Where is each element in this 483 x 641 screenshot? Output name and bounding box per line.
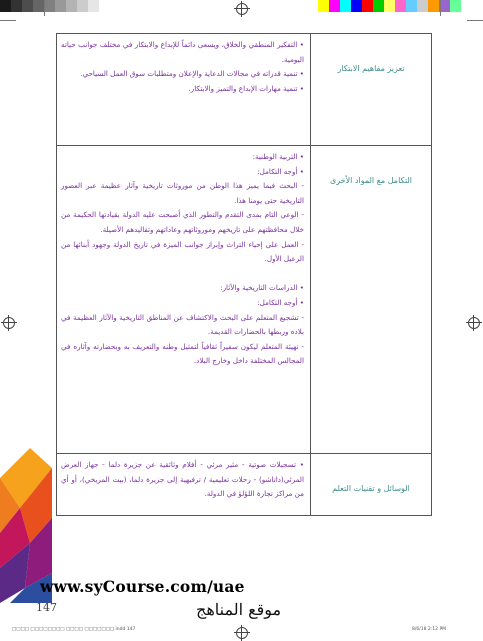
- content-line: - البحث فيما يميز هذا الوطن من موروثات تاريخية وآثار عظيمة عبر العصور التاريخية حتى يومنا هذا.: [61, 181, 304, 205]
- row-label: تعزيز مفاهيم الابتكار: [311, 34, 432, 146]
- grayscale-color-bar: [0, 0, 110, 12]
- content-line: - تشجيع المتعلم على البحث والاكتشاف عن المناطق التاريخية والآثار العظيمة في بلاده وربطها بالحضارات القديمة.: [61, 312, 304, 337]
- color-swatch: [88, 0, 99, 12]
- color-swatch: [373, 0, 384, 12]
- color-swatch: [395, 0, 406, 12]
- content-line: • أوجه التكامل:: [257, 166, 304, 176]
- curriculum-table: [56, 33, 432, 516]
- registration-mark-icon: [236, 3, 248, 15]
- color-swatch: [77, 0, 88, 12]
- color-swatch: [340, 0, 351, 12]
- color-swatch: [351, 0, 362, 12]
- row-content: [57, 34, 311, 146]
- row-label: التكامل مع المواد الأخرى: [311, 146, 432, 454]
- color-swatch: [417, 0, 428, 12]
- color-swatch: [428, 0, 439, 12]
- color-swatch: [22, 0, 33, 12]
- site-name: موقع المناهج: [196, 600, 282, 619]
- content-line: [61, 267, 304, 282]
- color-swatch: [406, 0, 417, 12]
- content-line: - الوعي التام بمدى التقدم والتطور الذي أصبحت عليه الدولة بقيادتها الحكيمة من خلال محافظتهم على تاريخهم وموروثاتهم وعاداتهم وتقاليدهم الأصيلة.: [61, 210, 304, 234]
- crop-mark: [467, 20, 483, 21]
- registration-mark-icon: [468, 317, 480, 329]
- color-swatch: [0, 0, 11, 12]
- color-swatch: [55, 0, 66, 12]
- content-line: • أوجه التكامل:: [257, 297, 304, 307]
- row-content: [57, 454, 311, 516]
- content-line: • تنمية قدراته في مجالات الدعاية والإعلان ومتطلبات سوق العمل السياحي.: [80, 69, 304, 79]
- print-slug: □□□□ □□□□□□□□ □□□□ □□□□□□□.indd 147: [12, 627, 136, 632]
- content-line: • تسجيلات صوتية - مثير مرئي - أفلام وثائقية عن جزيرة دلما - جهاز العرض المرئي(داتاشو) - رحلات تعليمية / ترفيهية إلى جزيرة دلما، (بيت المريخي)، أو أي من مراكز تجارة اللؤلؤ في الدولة.: [61, 460, 304, 499]
- print-date-stamp: 8/6/18 2:12 PM: [412, 627, 447, 632]
- content-line: - تهيئة المتعلم ليكون سفيراً ثقافياً لتمثيل وطنه والتعريف به وبحضارته وآثاره في المجالس المختلفة داخل وخارج البلاد.: [61, 341, 304, 366]
- process-color-bar: [318, 0, 472, 12]
- content-line: • التفكير المنطقي والخلاق، ويسعى دائماً للإبداع والابتكار في مختلف جوانب حياته اليومية.: [61, 40, 304, 64]
- content-line: • الدراسات التاريخية والآثار:: [220, 283, 304, 293]
- color-swatch: [461, 0, 472, 12]
- table-row: [57, 454, 432, 516]
- crop-mark: [0, 20, 16, 21]
- color-swatch: [66, 0, 77, 12]
- color-swatch: [329, 0, 340, 12]
- registration-mark-icon: [3, 317, 15, 329]
- row-label: الوسائل و تقنيات التعلم: [311, 454, 432, 516]
- color-swatch: [44, 0, 55, 12]
- color-swatch: [318, 0, 329, 12]
- color-swatch: [362, 0, 373, 12]
- content-line: • التربية الوطنية:: [252, 152, 304, 161]
- color-swatch: [11, 0, 22, 12]
- content-line: • تنمية مهارات الإبداع والتميز والابتكار.: [188, 83, 304, 93]
- crop-mark: [44, 0, 45, 16]
- website-url[interactable]: www.syCourse.com/uae: [40, 577, 245, 596]
- table-row: [57, 34, 432, 146]
- row-content: [57, 146, 311, 454]
- color-swatch: [384, 0, 395, 12]
- content-line: - العمل على إحياء التراث وإبراز جوانب الميزة في تاريخ الدولة وجهود أبنائها من الرعيل الأول.: [61, 239, 304, 264]
- crop-mark: [440, 0, 441, 16]
- color-swatch: [450, 0, 461, 12]
- color-swatch: [33, 0, 44, 12]
- page-number: 147: [36, 601, 57, 614]
- table-row: [57, 146, 432, 454]
- color-swatch: [99, 0, 110, 12]
- registration-mark-icon: [236, 627, 248, 639]
